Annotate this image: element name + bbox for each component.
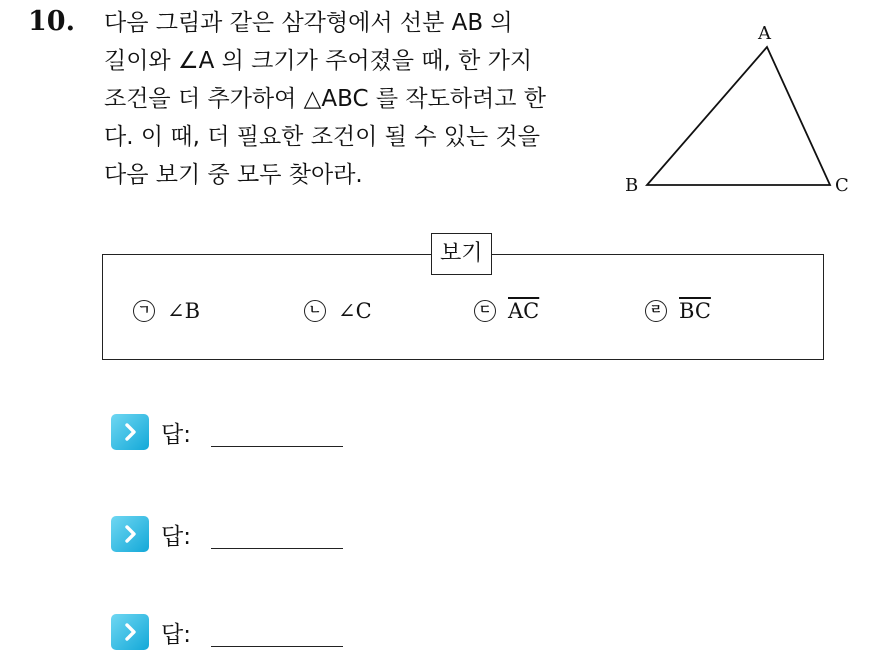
answer-blank-3[interactable] xyxy=(211,618,343,647)
chevron-right-icon xyxy=(111,614,149,650)
choice-marker-4: ㄹ xyxy=(645,300,667,322)
question-line-4: 다. 이 때, 더 필요한 조건이 될 수 있는 것을 xyxy=(104,124,540,150)
triangle-shape xyxy=(647,47,830,185)
answer-blank-2[interactable] xyxy=(211,520,343,549)
question-number: 10. xyxy=(28,6,75,37)
answer-blank-1[interactable] xyxy=(211,418,343,447)
question-text xyxy=(104,4,604,194)
question-line-5: 다음 보기 중 모두 찾아라. xyxy=(104,162,363,188)
vertex-label-b: B xyxy=(625,175,639,196)
choice-marker-1: ㄱ xyxy=(133,300,155,322)
chevron-right-icon xyxy=(111,516,149,552)
chevron-right-icon xyxy=(111,414,149,450)
triangle-figure xyxy=(616,14,856,199)
choice-marker-3: ㄷ xyxy=(474,300,496,322)
vertex-label-a: A xyxy=(758,23,771,44)
choice-2 xyxy=(304,299,372,323)
choice-3 xyxy=(474,299,539,323)
choice-value-1: ∠B xyxy=(167,299,201,323)
answer-label-2: 답: xyxy=(161,523,191,550)
answer-label-1: 답: xyxy=(161,421,191,448)
answer-row-3 xyxy=(111,614,343,650)
choice-value-4: $\overline{BC}$ xyxy=(679,299,711,323)
answer-row-1 xyxy=(111,414,343,450)
bogi-title: 보기 xyxy=(431,233,492,275)
choice-marker-2: ㄴ xyxy=(304,300,326,322)
answer-label-3: 답: xyxy=(161,621,191,648)
answer-row-2 xyxy=(111,516,343,552)
bogi-box xyxy=(102,241,824,360)
choice-value-2: ∠C xyxy=(338,299,372,323)
choice-4 xyxy=(645,299,711,323)
choice-1 xyxy=(133,299,200,323)
vertex-label-c: C xyxy=(835,175,849,196)
choice-value-3: $\overline{AC}$ xyxy=(508,299,540,323)
question-line-1: 다음 그림과 같은 삼각형에서 선분 AB 의 xyxy=(104,10,513,36)
question-line-2: 길이와 ∠A 의 크기가 주어졌을 때, 한 가지 xyxy=(104,48,533,74)
question-line-3: 조건을 더 추가하여 △ABC 를 작도하려고 한 xyxy=(104,86,546,112)
